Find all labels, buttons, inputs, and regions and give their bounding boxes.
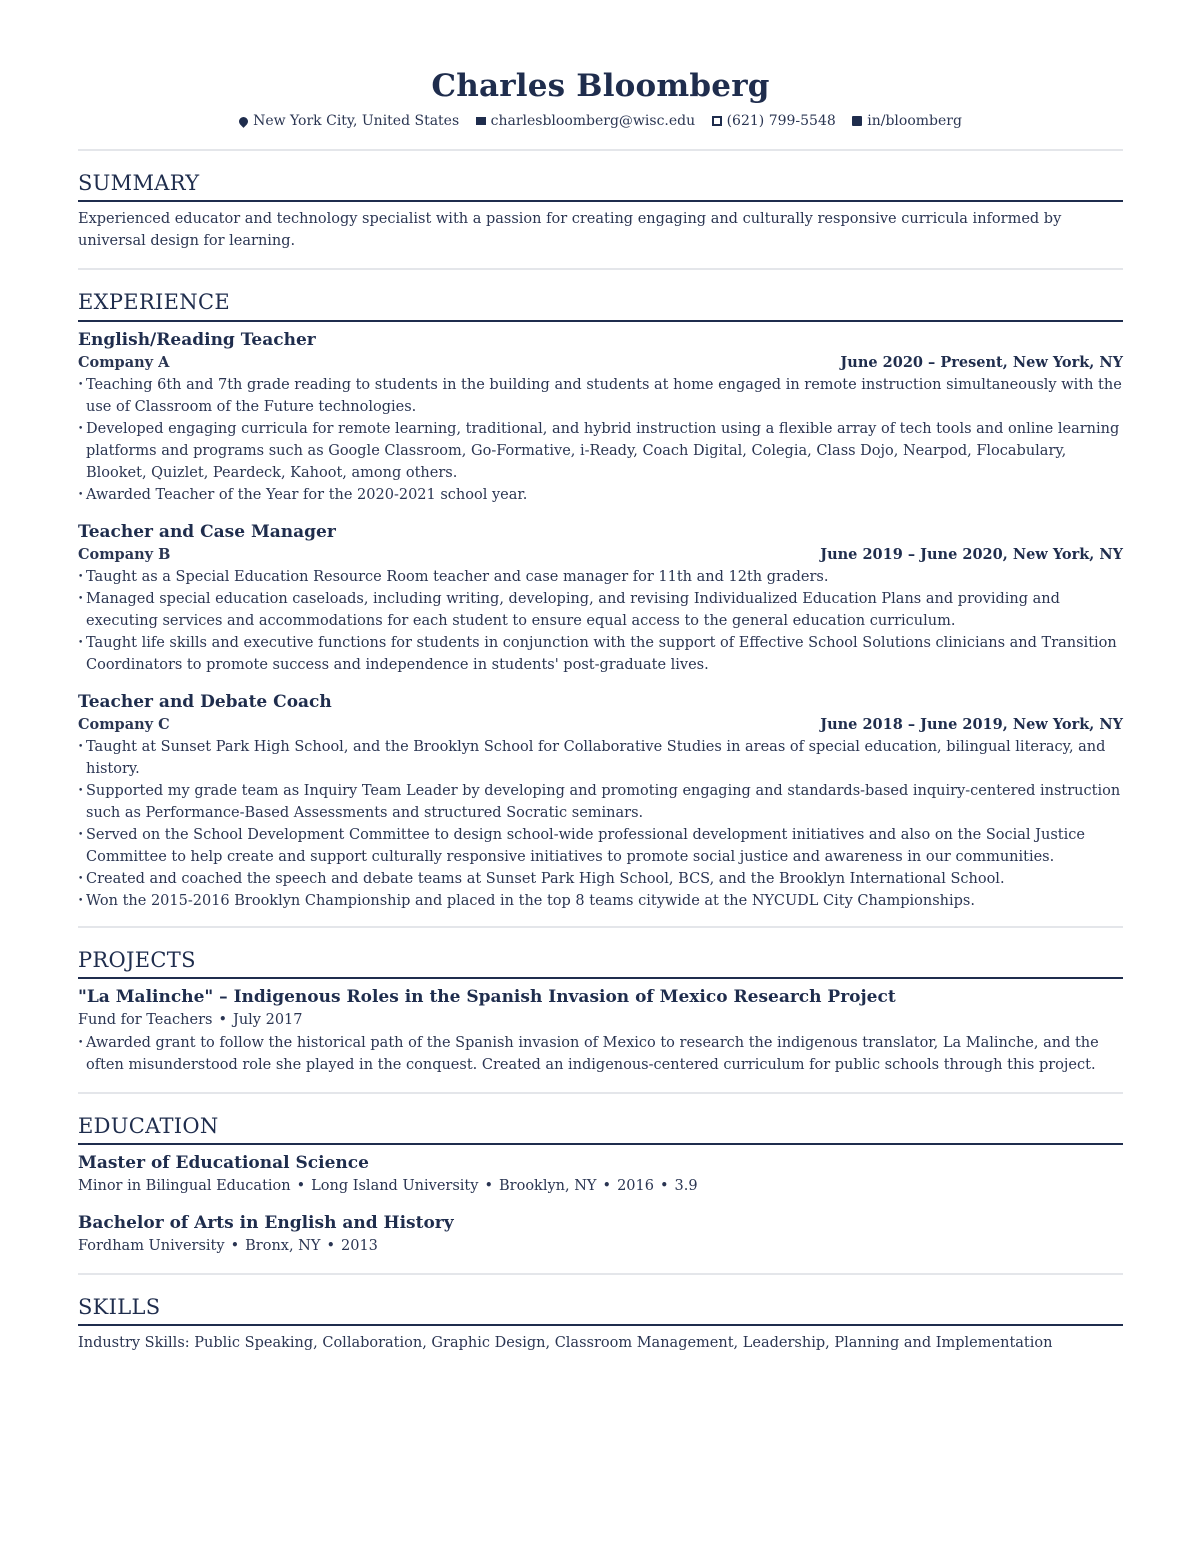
contact-location xyxy=(239,113,459,129)
section-divider xyxy=(78,1092,1123,1094)
section-divider xyxy=(78,268,1123,270)
education-detail: Fordham University xyxy=(78,1237,225,1254)
contact-email[interactable] xyxy=(476,113,696,129)
project-date: July 2017 xyxy=(233,1011,303,1028)
education-section xyxy=(78,1114,1123,1257)
education-detail: Brooklyn, NY xyxy=(499,1177,597,1194)
bullet-item: • Taught at Sunset Park High School, and the Brooklyn School for Collaborative Studies in areas of special education, bilingual literacy, and history. xyxy=(78,736,1123,780)
section-title: EXPERIENCE xyxy=(78,290,1123,321)
contact-line xyxy=(78,113,1123,129)
experience-section xyxy=(78,290,1123,911)
summary-section xyxy=(78,171,1123,252)
bullet-item: • Taught as a Special Education Resource Room teacher and case manager for 11th and 12th graders. xyxy=(78,566,1123,588)
separator-dot: • xyxy=(659,1177,669,1194)
education-entry xyxy=(78,1211,1123,1257)
email-text[interactable]: charlesbloomberg@wisc.edu xyxy=(490,113,696,130)
degree-title: Bachelor of Arts in English and History xyxy=(78,1212,454,1233)
company-name: Company A xyxy=(78,353,170,371)
job-title: Teacher and Case Manager xyxy=(78,521,336,542)
phone-text[interactable]: (621) 799-5548 xyxy=(726,113,836,130)
bullet-item: • Served on the School Development Committee to design school-wide professional development initiatives and also on the Social Justice Committee to help create and support culturally responsive initiatives to promote social justice and awareness in our communities. xyxy=(78,824,1123,868)
skills-section xyxy=(78,1295,1123,1354)
section-title: PROJECTS xyxy=(78,948,1123,979)
separator-dot: • xyxy=(484,1177,494,1194)
education-detail: 2013 xyxy=(341,1237,378,1254)
job-dates-location: June 2018 – June 2019, New York, NY xyxy=(820,715,1123,733)
summary-text: Experienced educator and technology specialist with a passion for creating engaging and culturally responsive curricula informed by universal design for learning. xyxy=(78,211,1062,250)
section-title: SKILLS xyxy=(78,1295,1123,1326)
experience-entry xyxy=(78,690,1123,912)
bullet-item: • Supported my grade team as Inquiry Team Leader by developing and promoting engaging and standards-based inquiry-centered instruction such as Performance-Based Assessments and structured Socratic seminars. xyxy=(78,780,1123,824)
job-title: Teacher and Debate Coach xyxy=(78,691,332,712)
skills-line xyxy=(78,1332,1123,1354)
separator-dot: • xyxy=(602,1177,612,1194)
section-title: EDUCATION xyxy=(78,1114,1123,1145)
education-detail: Bronx, NY xyxy=(245,1237,321,1254)
experience-entry xyxy=(78,328,1123,506)
project-title: "La Malinche" – Indigenous Roles in the Spanish Invasion of Mexico Research Project xyxy=(78,986,896,1007)
section-title: SUMMARY xyxy=(78,171,1123,202)
experience-entry xyxy=(78,520,1123,676)
linkedin-text[interactable]: in/bloomberg xyxy=(867,113,962,130)
separator-dot: • xyxy=(230,1237,240,1254)
education-detail: Long Island University xyxy=(311,1177,479,1194)
skills-list: Public Speaking, Collaboration, Graphic Design, Classroom Management, Leadership, Planning and Implementation xyxy=(194,1335,1053,1352)
company-name: Company C xyxy=(78,715,170,733)
linkedin-icon xyxy=(852,116,862,126)
bullet-list xyxy=(78,1032,1123,1076)
degree-title: Master of Educational Science xyxy=(78,1152,369,1173)
company-name: Company B xyxy=(78,545,171,563)
resume-content xyxy=(78,68,1123,1354)
location-pin-icon xyxy=(237,115,250,128)
separator-dot: • xyxy=(326,1237,335,1254)
bullet-item: • Created and coached the speech and debate teams at Sunset Park High School, BCS, and the Brooklyn International School. xyxy=(78,868,1123,890)
job-title: English/Reading Teacher xyxy=(78,329,316,350)
bullet-item: • Managed special education caseloads, including writing, developing, and revising Individualized Education Plans and providing and executing services and accommodations for each student to ensure equal access to the general education curriculum. xyxy=(78,588,1123,632)
bullet-item: • Teaching 6th and 7th grade reading to students in the building and students at home engaged in remote instruction simultaneously with the use of Classroom of the Future technologies. xyxy=(78,374,1123,418)
education-detail: 2016 xyxy=(617,1177,654,1194)
job-dates-location: June 2020 – Present, New York, NY xyxy=(840,353,1123,371)
bullet-list xyxy=(78,736,1123,912)
education-entry xyxy=(78,1151,1123,1197)
education-detail: Minor in Bilingual Education xyxy=(78,1177,291,1194)
separator-dot: • xyxy=(296,1177,306,1194)
section-divider xyxy=(78,926,1123,928)
project-org: Fund for Teachers xyxy=(78,1011,213,1028)
bullet-item: • Taught life skills and executive functions for students in conjunction with the support of Effective School Solutions clinicians and Transition Coordinators to promote success and independence in students' post-graduate lives. xyxy=(78,632,1123,676)
phone-icon xyxy=(712,116,722,126)
contact-phone[interactable] xyxy=(712,113,836,129)
bullet-list xyxy=(78,374,1123,506)
bullet-item: • Awarded grant to follow the historical path of the Spanish invasion of Mexico to research the indigenous translator, La Malinche, and the often misunderstood role she played in the conquest. Created an indigenous-centered curriculum for public schools through this project. xyxy=(78,1032,1123,1076)
education-detail: 3.9 xyxy=(674,1177,698,1194)
bullet-item: • Won the 2015-2016 Brooklyn Championship and placed in the top 8 teams citywide at the NYCUDL City Championships. xyxy=(78,890,1123,912)
skills-label: Industry Skills: xyxy=(78,1335,190,1352)
bullet-list xyxy=(78,566,1123,676)
contact-linkedin[interactable] xyxy=(852,113,962,129)
job-dates-location: June 2019 – June 2020, New York, NY xyxy=(820,545,1123,563)
email-icon xyxy=(476,117,486,125)
header-divider xyxy=(78,149,1123,151)
location-text: New York City, United States xyxy=(253,113,460,130)
projects-section xyxy=(78,948,1123,1076)
separator-dot: • xyxy=(218,1011,228,1028)
bullet-item: • Awarded Teacher of the Year for the 2020-2021 school year. xyxy=(78,484,1123,506)
candidate-name: Charles Bloomberg xyxy=(431,68,770,104)
section-divider xyxy=(78,1273,1123,1275)
bullet-item: • Developed engaging curricula for remote learning, traditional, and hybrid instruction using a flexible array of tech tools and online learning platforms and programs such as Google Classroom, Go-Formative, i-Ready, Coach Digital, Colegia, Class Dojo, Nearpod, Flocabulary, Blooket, Quizlet, Peardeck, Kahoot, among others. xyxy=(78,418,1123,484)
